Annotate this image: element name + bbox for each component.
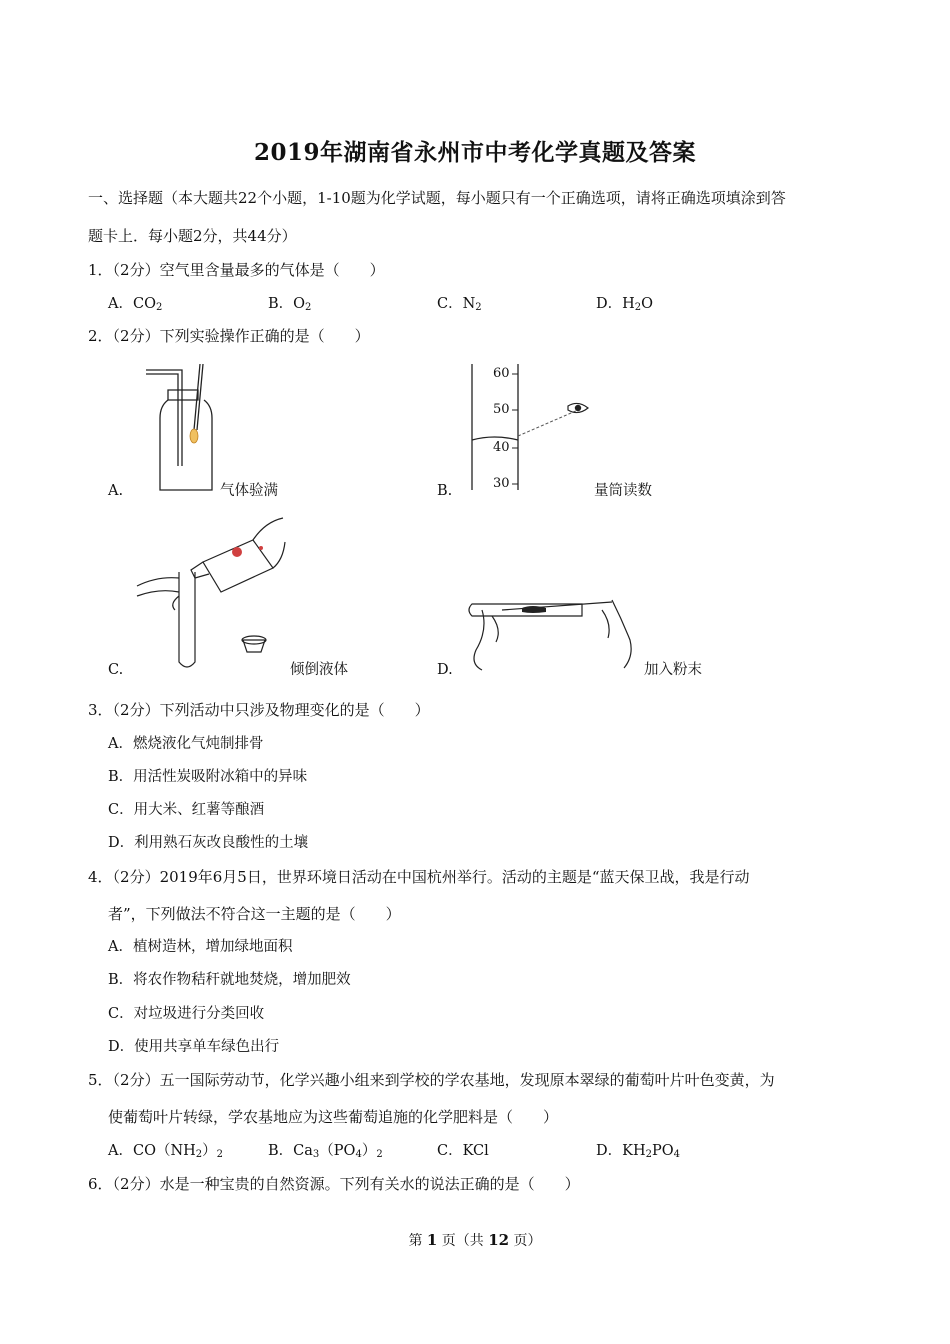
figure-c-caption: 倾倒液体 bbox=[290, 662, 348, 678]
question-5-option-d: D．$KH_2PO_4$ bbox=[596, 1143, 681, 1160]
figure-d-caption: 加入粉末 bbox=[644, 662, 702, 678]
page-number: 1 bbox=[426, 1231, 438, 1249]
question-1-stem: 1．（2分）空气里含量最多的气体是（ ） bbox=[88, 261, 385, 279]
question-1-option-a: A．$CO_2$ bbox=[108, 296, 163, 313]
section-heading-line2: 题卡上．每小题2分，共44分） bbox=[88, 227, 297, 245]
question-4-option-b: B．将农作物秸秆就地焚烧，增加肥效 bbox=[108, 972, 351, 988]
question-4-stem-line2: 者”，下列做法不符合这一主题的是（ ） bbox=[108, 905, 401, 923]
question-3-option-b: B．用活性炭吸附冰箱中的异味 bbox=[108, 769, 308, 785]
question-5-stem-line1: 5．（2分）五一国际劳动节，化学兴趣小组来到学校的学农基地，发现原本翠绿的葡萄叶片叶色变黄，为 bbox=[88, 1071, 775, 1089]
figure-a-caption: 气体验满 bbox=[220, 483, 278, 499]
question-4-option-d: D．使用共享单车绿色出行 bbox=[108, 1039, 280, 1055]
page-title: 2019年湖南省永州市中考化学真题及答案 bbox=[253, 139, 696, 166]
question-3-option-d: D．利用熟石灰改良酸性的土壤 bbox=[108, 835, 309, 851]
question-3-option-a: A．燃烧液化气炖制排骨 bbox=[108, 736, 264, 752]
question-5-option-b: B．$Ca_3(PO_4)_2$ bbox=[268, 1143, 383, 1160]
question-1-option-b: B．$O_2$ bbox=[268, 296, 312, 313]
page-total: 12 bbox=[488, 1231, 510, 1249]
figure-a-label: A. bbox=[108, 483, 124, 499]
cylinder-tick-30: 30 bbox=[493, 476, 510, 491]
adding-powder-figure bbox=[462, 590, 642, 672]
measuring-cylinder-figure bbox=[460, 360, 600, 496]
figure-c-label: C. bbox=[108, 662, 124, 678]
gas-bottle-figure bbox=[138, 360, 222, 496]
cylinder-tick-50: 50 bbox=[493, 402, 510, 417]
figure-d-label: D. bbox=[437, 662, 453, 678]
figure-b-label: B. bbox=[437, 483, 453, 499]
cylinder-tick-40: 40 bbox=[493, 440, 510, 455]
question-4-option-a: A．植树造林，增加绿地面积 bbox=[108, 939, 293, 955]
question-4-stem-line1: 4．（2分）2019年6月5日，世界环境日活动在中国杭州举行。活动的主题是“蓝天保卫战，我是行动 bbox=[88, 868, 750, 886]
question-5-option-c: C．KCl bbox=[437, 1143, 489, 1159]
question-2-stem: 2．（2分）下列实验操作正确的是（ ） bbox=[88, 327, 370, 345]
question-5-option-a: A．$CO(NH_2)_2$ bbox=[108, 1143, 224, 1160]
question-3-stem: 3．（2分）下列活动中只涉及物理变化的是（ ） bbox=[88, 701, 430, 719]
pouring-liquid-figure bbox=[133, 512, 293, 672]
question-4-option-c: C．对垃圾进行分类回收 bbox=[108, 1006, 265, 1022]
question-5-stem-line2: 使葡萄叶片转绿，学农基地应为这些葡萄追施的化学肥料是（ ） bbox=[108, 1108, 559, 1126]
cylinder-tick-60: 60 bbox=[493, 366, 510, 381]
section-heading-line1: 一、选择题（本大题共22个小题，1-10题为化学试题，每小题只有一个正确选项，请将正确选项填涂到答 bbox=[88, 189, 786, 207]
question-3-option-c: C．用大米、红薯等酿酒 bbox=[108, 802, 265, 818]
question-1-option-c: C．$N_2$ bbox=[437, 296, 482, 313]
page-footer: 第 1 页（共 12 页） bbox=[408, 1231, 542, 1249]
question-1-option-d: D．$H_2O$ bbox=[596, 296, 654, 313]
figure-b-caption: 量筒读数 bbox=[594, 483, 652, 499]
question-6-stem: 6．（2分）水是一种宝贵的自然资源。下列有关水的说法正确的是（ ） bbox=[88, 1175, 580, 1193]
